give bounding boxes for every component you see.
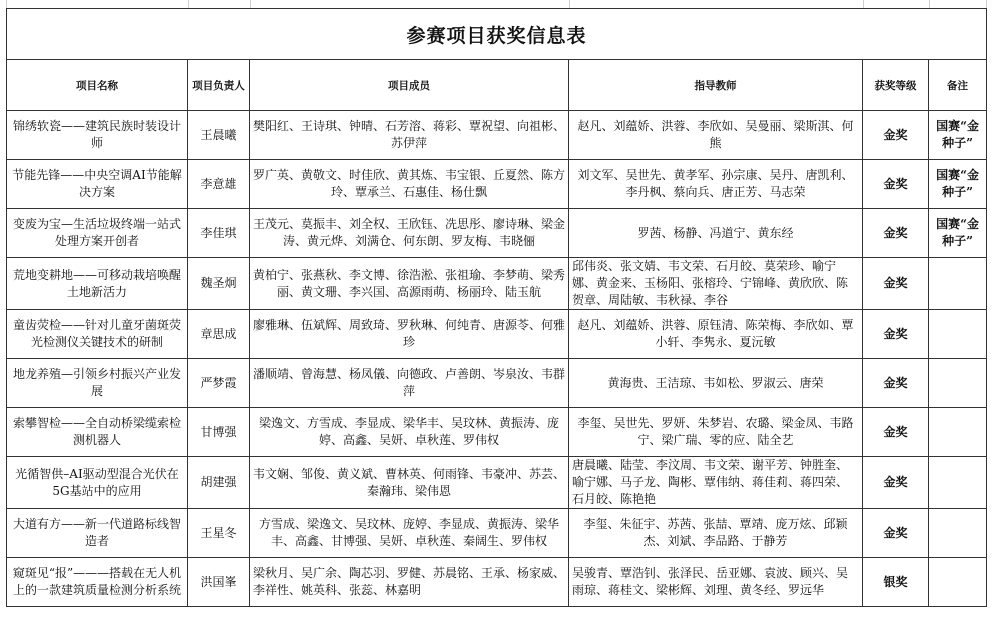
- leader-cell: 章思成: [188, 310, 250, 359]
- members-cell: 黄柏宁、张燕秋、李文博、徐浩淞、张祖瑜、李梦萌、梁秀丽、黄文珊、李兴国、高源雨萌、杨丽玲、陆玉航: [250, 258, 569, 310]
- project-name-cell: 童齿荧检——针对儿童牙菌斑荧光检测仪关键技术的研制: [7, 310, 188, 359]
- members-cell: 潘顺靖、曾海慧、杨凤儀、向德政、卢善朗、岑泉汝、韦群萍: [250, 359, 569, 408]
- award-cell: 金奖: [863, 258, 929, 310]
- members-cell: 王茂元、莫振丰、刘全权、王欣钰、冼思彤、廖诗琳、梁金涛、黄元烨、刘满仓、何东朗、罗友梅、韦晓俪: [250, 209, 569, 258]
- table-row: [7, 509, 987, 558]
- note-cell: [929, 359, 987, 408]
- project-name-cell: 窥斑见“报”———搭载在无人机上的一款建筑质量检测分析系统: [7, 558, 188, 607]
- header-teachers: 指导教师: [569, 60, 863, 111]
- table-row: [7, 310, 987, 359]
- note-cell: [929, 310, 987, 359]
- project-name-cell: 变废为宝—生活垃圾终端一站式处理方案开创者: [7, 209, 188, 258]
- leader-cell: 胡建强: [188, 457, 250, 509]
- sheet-top-gridlines: [6, 0, 987, 8]
- project-name-cell: 地龙养殖—引领乡村振兴产业发展: [7, 359, 188, 408]
- award-cell: 金奖: [863, 160, 929, 209]
- note-cell: [929, 457, 987, 509]
- table-row: [7, 258, 987, 310]
- note-cell: 国赛“金种子”: [929, 160, 987, 209]
- header-members: 项目成员: [250, 60, 569, 111]
- leader-cell: 李佳琪: [188, 209, 250, 258]
- leader-cell: 李意雄: [188, 160, 250, 209]
- leader-cell: 洪国峯: [188, 558, 250, 607]
- teachers-cell: 李玺、朱征宇、苏茜、张喆、覃靖、庞万炫、邱颖杰、刘斌、李品路、于静芳: [569, 509, 863, 558]
- leader-cell: 甘博强: [188, 408, 250, 457]
- members-cell: 罗广英、黄敬文、时佳欣、黄其炼、韦宝银、丘夏然、陈方玲、覃承兰、石惠佳、杨仕飘: [250, 160, 569, 209]
- teachers-cell: 赵凡、刘蕴娇、洪蓉、李欣如、吴曼丽、梁斯淇、何熊: [569, 111, 863, 160]
- table-row: [7, 408, 987, 457]
- award-cell: 金奖: [863, 359, 929, 408]
- teachers-cell: 吴骏青、覃浩钊、张泽民、岳亚娜、袁波、顾兴、吴雨琼、蒋桂文、梁彬辉、刘理、黄冬经、罗远华: [569, 558, 863, 607]
- award-cell: 金奖: [863, 111, 929, 160]
- award-cell: 金奖: [863, 457, 929, 509]
- award-cell: 银奖: [863, 558, 929, 607]
- teachers-cell: 唐晨曦、陆莹、李汶周、韦文荣、谢平芳、钟胜奎、喻宁娜、马子龙、陶彬、覃伟纳、蒋佳莉、蒋四荣、石月皎、陈艳艳: [569, 457, 863, 509]
- header-project-name: 项目名称: [7, 60, 188, 111]
- teachers-cell: 邱伟炎、张文婧、韦文荣、石月皎、莫荣珍、喻宁娜、黄金来、玉杨阳、张榕玲、宁锦峰、黄欣欣、陈贺章、周陆敏、韦秋禄、李谷: [569, 258, 863, 310]
- header-award: 获奖等级: [863, 60, 929, 111]
- leader-cell: 严梦霞: [188, 359, 250, 408]
- project-name-cell: 节能先锋——中央空调AI节能解决方案: [7, 160, 188, 209]
- note-cell: 国赛“金种子”: [929, 209, 987, 258]
- table-row: [7, 558, 987, 607]
- award-cell: 金奖: [863, 408, 929, 457]
- award-table: [6, 8, 987, 607]
- members-cell: 樊阳红、王诗琪、钟晴、石芳溶、蒋彩、覃祝望、向祖彬、苏伊萍: [250, 111, 569, 160]
- note-cell: [929, 509, 987, 558]
- members-cell: 方雪成、梁逸文、吴玟林、庞婷、李显成、黄振涛、梁华丰、高鑫、甘博强、吴妍、卓秋莲、秦阔生、罗伟权: [250, 509, 569, 558]
- leader-cell: 王晨曦: [188, 111, 250, 160]
- table-title: 参赛项目获奖信息表: [7, 9, 987, 60]
- header-note: 备注: [929, 60, 987, 111]
- table-row: [7, 209, 987, 258]
- note-cell: [929, 408, 987, 457]
- teachers-cell: 罗茜、杨静、冯道宁、黄东经: [569, 209, 863, 258]
- table-row: [7, 359, 987, 408]
- award-cell: 金奖: [863, 509, 929, 558]
- project-name-cell: 光循智供–AI驱动型混合光伏在5G基站中的应用: [7, 457, 188, 509]
- table-row: [7, 457, 987, 509]
- members-cell: 韦文娴、邹俊、黄义斌、曹林英、何雨锋、韦豪冲、苏芸、秦瀚玮、梁伟恩: [250, 457, 569, 509]
- leader-cell: 王星冬: [188, 509, 250, 558]
- members-cell: 梁秋月、吴广余、陶芯羽、罗健、苏晨铭、王承、杨家威、李祥性、姚英科、张蕊、林嘉明: [250, 558, 569, 607]
- teachers-cell: 赵凡、刘蕴娇、洪蓉、原钰清、陈荣梅、李欣如、覃小轩、李隽永、夏沅敏: [569, 310, 863, 359]
- note-cell: [929, 258, 987, 310]
- members-cell: 梁逸文、方雪成、李显成、梁华丰、吴玟林、黄振涛、庞婷、高鑫、吴妍、卓秋莲、罗伟权: [250, 408, 569, 457]
- members-cell: 廖雅琳、伍斌辉、周致琦、罗秋琳、何纯青、唐源苓、何雅珍: [250, 310, 569, 359]
- award-cell: 金奖: [863, 209, 929, 258]
- table-row: [7, 160, 987, 209]
- header-row: [7, 60, 987, 111]
- note-cell: [929, 558, 987, 607]
- project-name-cell: 锦绣软瓷——建筑民族时装设计师: [7, 111, 188, 160]
- teachers-cell: 刘文军、吴世先、黄孝军、孙宗康、吴丹、唐凯利、李丹枫、蔡向兵、唐正芳、马志荣: [569, 160, 863, 209]
- award-cell: 金奖: [863, 310, 929, 359]
- teachers-cell: 李玺、吴世先、罗妍、朱梦岩、农璐、梁金凤、韦路宁、梁广瑞、零的应、陆全艺: [569, 408, 863, 457]
- project-name-cell: 索攀智检——全自动桥梁缆索检测机器人: [7, 408, 188, 457]
- table-row: [7, 111, 987, 160]
- header-leader: 项目负责人: [188, 60, 250, 111]
- leader-cell: 魏圣炯: [188, 258, 250, 310]
- teachers-cell: 黄海贵、王洁琼、韦如松、罗淑云、唐荣: [569, 359, 863, 408]
- project-name-cell: 大道有方——新一代道路标线智造者: [7, 509, 188, 558]
- note-cell: 国赛“金种子”: [929, 111, 987, 160]
- project-name-cell: 荒地变耕地——可移动栽培唤醒土地新活力: [7, 258, 188, 310]
